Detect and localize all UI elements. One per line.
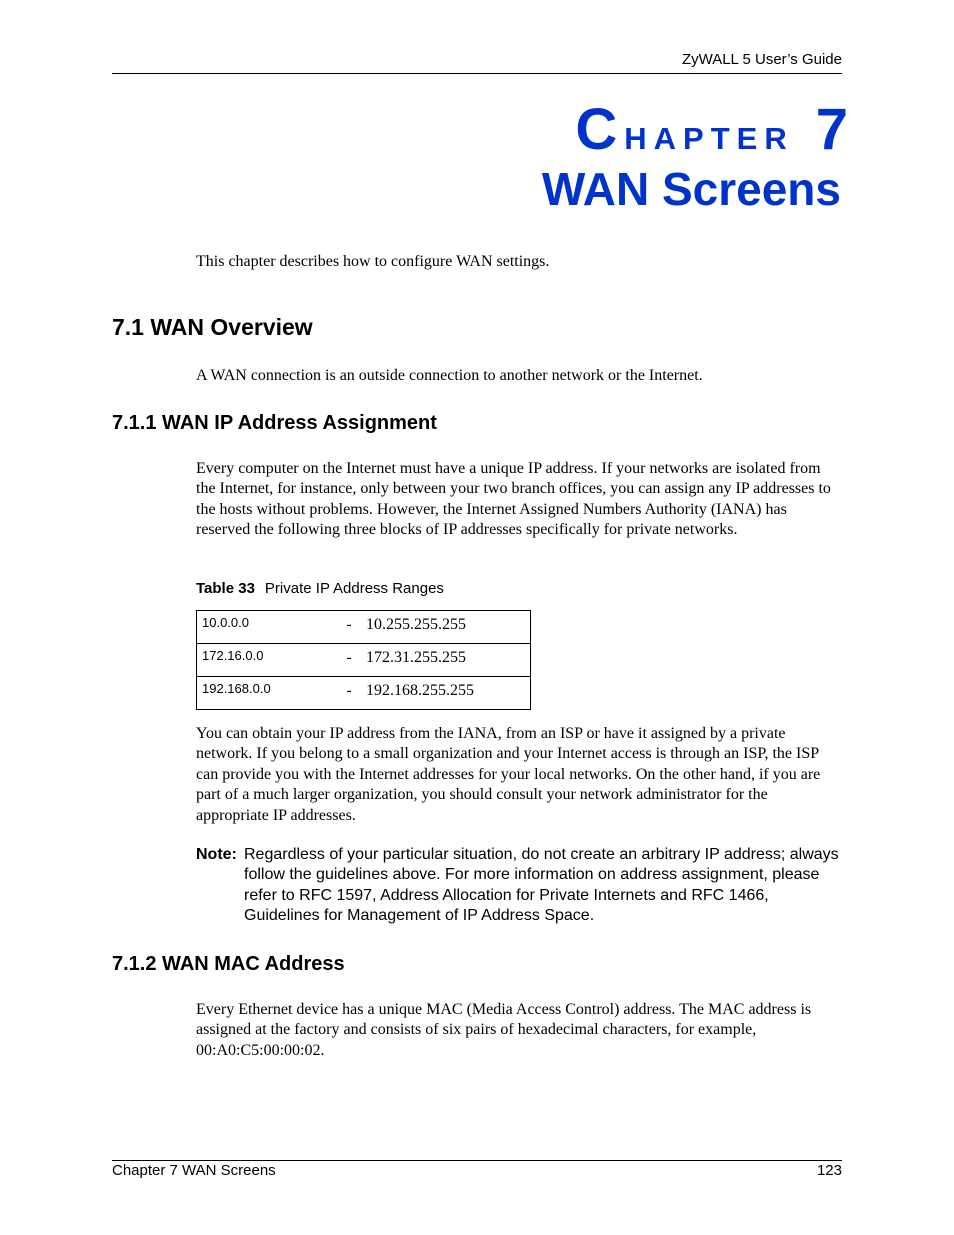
chapter-label [542, 98, 848, 167]
chapter-title: WAN Screens [541, 163, 841, 215]
range-start: 10.0.0.0 [197, 611, 333, 644]
note-label: Note: [196, 846, 237, 863]
range-separator: - [332, 611, 366, 644]
table-row [197, 644, 531, 677]
table-row [197, 677, 531, 710]
table-number: Table 33 [196, 580, 255, 597]
chapter-number: 7 [815, 97, 848, 162]
range-end: 172.31.255.255 [366, 644, 531, 677]
range-separator: - [332, 644, 366, 677]
note-text: Regardless of your particular situation, do not create an arbitrary IP address; always follow the guidelines above. For more information on address assignment, please refer to RFC 1597, Address Allocation for Private Internets and RFC 1466, Guidelines for Management of IP Address Space. [244, 846, 839, 925]
table-row [197, 611, 531, 644]
section-heading-7-1-1: 7.1.1 WAN IP Address Assignment [112, 412, 437, 434]
range-start: 172.16.0.0 [197, 644, 333, 677]
note-block [196, 845, 846, 927]
section-7-1-1-paragraph-2: You can obtain your IP address from the IANA, from an ISP or have it assigned by a private network. If you belong to a small organization and your Internet access is through an ISP, the ISP can provide you with the Internet addresses for your local networks. On the other hand, if you are part of a much larger organization, you should consult your network administrator for the appropriate IP addresses. [196, 725, 821, 824]
chapter-intro: This chapter describes how to configure WAN settings. [196, 253, 550, 270]
table-title: Private IP Address Ranges [264, 580, 444, 597]
section-7-1-text: A WAN connection is an outside connection to another network or the Internet. [196, 367, 703, 384]
range-start: 192.168.0.0 [197, 677, 333, 710]
footer-chapter-title: Chapter 7 WAN Screens [112, 1162, 276, 1179]
chapter-heading [541, 97, 848, 217]
page-number: 123 [816, 1162, 842, 1179]
section-7-1-2-text: Every Ethernet device has a unique MAC (Media Access Control) address. The MAC address is assigned at the factory and consists of six pairs of hexadecimal characters, for example, 00:A0:C5:00:00:02. [196, 1001, 812, 1059]
chapter-label-rest: hapter [624, 110, 794, 159]
chapter-label-initial: C [575, 97, 625, 162]
range-end: 192.168.255.255 [366, 677, 531, 710]
private-ip-ranges-table [196, 610, 531, 710]
header-divider [112, 73, 842, 74]
section-heading-7-1-2: 7.1.2 WAN MAC Address [112, 953, 345, 975]
table-caption [196, 580, 444, 598]
guide-title: ZyWALL 5 User’s Guide [681, 51, 842, 68]
section-7-1-1-paragraph-1: Every computer on the Internet must have a unique IP address. If your networks are isolated from the Internet, for instance, only between your two branch offices, you can assign any IP addresses to the hosts without problems. However, the Internet Assigned Numbers Authority (IANA) has reserved the following three blocks of IP addresses specifically for private networks. [196, 460, 831, 539]
range-end: 10.255.255.255 [366, 611, 531, 644]
footer-divider [112, 1160, 842, 1161]
section-heading-7-1: 7.1 WAN Overview [112, 314, 313, 340]
range-separator: - [332, 677, 366, 710]
